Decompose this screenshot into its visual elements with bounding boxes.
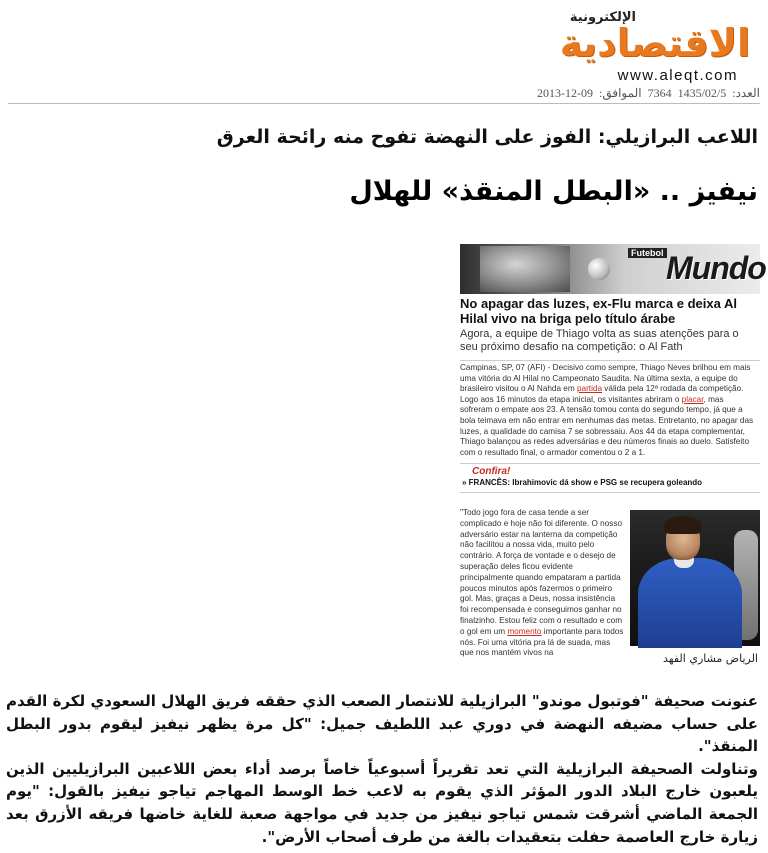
confira-box [460, 463, 760, 493]
masthead [0, 0, 768, 104]
photo-caption: الرياض مشاري الفهد [663, 652, 758, 665]
article-paragraph: وتناولت الصحيفة البرازيلية التي تعد تقريراً أسبوعياً خاصاً برصد أداء بعض اللاعبين البرازيليين الذين يلعبون خارج البلاد الدور المؤثر الذي يقوم به لاعب خط الوسط المهاجم تياجو نيفيز بالقول: "يوم الجمعة الماضي أشرقت شمس تياجو نيفيز من جديد في مواجهة صعبة للغاية خاضها فريقه الأزرق بعد زيارة خارج العاصمة حفلت بتعقيدات بالغة من طرف أصحاب الأرض". [6, 759, 758, 846]
article-paragraph: عنونت صحيفة "فوتبول موندو" البرازيلية للانتصار الصعب الذي حققه فريق الهلال السعودي لكرة القدم على حساب مضيفه النهضة في دوري عبد اللطيف جميل: "كل مرة يظهر نيفيز ليقوم بدور البطل المنقذ". [6, 692, 758, 756]
clipping-quote-part: "Todo jogo fora de casa tende a ser complicado e hoje não foi diferente. O nosso adversário estar na lanterna da competição não facilitou a nossa vida, muito pelo contrário. A força de vontade e o desejo de superação deles ficou evidente principalmente quando empataram a partida poucos minutos após fazermos o primeiro gol. Mas, graças a Deus, nossa insistência foi recompensada e conseguimos ganhar no finalzinho. Estou feliz com o resultado e com o gol em um [460, 508, 623, 636]
clipping-body-part: , mas sofreram o empate aos 23. A tensão tomou conta do segundo tempo, já que a bola teimava em não entrar em nenhumas das metas. Entretanto, no apagar das luzes, a qualidade do camisa 7 se sobressaiu. Aos 44 da etapa complementar, Thiago balançou as redes adversárias e deu números finais ao duelo. Satisfeito com o resultado final, o armador comentou o 2 a 1. [460, 394, 754, 457]
article-body [6, 690, 758, 848]
clipping-body-part: Campinas, SP, 07 (AFI) - Decisivo como sempre, Thiago Neves brilhou em mais uma vitória do Al Hilal no Campeonato Saudita. Na última sexta, a equipe do brasileiro visitou o Al Nahda em [460, 363, 751, 394]
player-hair [664, 516, 702, 534]
newspaper-clipping-image [460, 244, 766, 658]
logo-title: الاقتصادية [559, 21, 750, 65]
confira-link: » FRANCÊS: Ibrahimovic dá show e PSG se recupera goleando [462, 478, 703, 487]
hijri-date: 1435/02/5 [677, 86, 727, 100]
clipping-body [460, 363, 758, 458]
issue-number: 7364 [647, 86, 672, 100]
player-photo [630, 510, 760, 646]
banner-tag: Futebol [628, 248, 667, 258]
logo-subtitle: الإلكترونية [569, 10, 636, 25]
confira-label: Confira! [472, 466, 511, 477]
clipping-banner [460, 244, 766, 294]
header-divider [8, 103, 760, 104]
clipping-headline: No apagar das luzes, ex-Flu marca e deixa Al Hilal vivo na briga pelo título árabe [460, 296, 737, 326]
player-silhouette-icon [480, 246, 570, 292]
article-headline: نيفيز .. «البطل المنقذ» للهلال [349, 176, 758, 207]
gregorian-label: الموافق: [599, 86, 642, 100]
clipping-link-momento: momento [507, 626, 542, 636]
issue-meta [531, 86, 760, 101]
issue-label: العدد: [732, 86, 760, 100]
article-kicker: اللاعب البرازيلي: الفوز على النهضة تفوح منه رائحة العرق [216, 126, 758, 148]
banner-title: Mundo [666, 250, 766, 286]
clipping-quote [460, 508, 624, 659]
gregorian-date: 09-12-2013 [537, 86, 594, 100]
clipping-link-partida: partida [576, 384, 603, 394]
clipping-subhead: Agora, a equipe de Thiago volta as suas atenções para o seu próximo desafio na competição: o Al Fath [460, 328, 739, 353]
newspaper-logo[interactable] [534, 6, 754, 84]
clipping-body-part: válida pela 12ª rodada da competição. Logo aos 16 minutos da etapa inicial, os visitantes abriram o [460, 384, 744, 404]
clipping-link-placar: placar [681, 394, 704, 404]
logo-url[interactable]: www.aleqt.com [617, 67, 738, 84]
football-icon [588, 258, 610, 280]
clipping-quote-part: importante para todos nós. Foi uma vitória pra lá de suada, mas que nos mantém vivos na [460, 626, 624, 658]
player-jersey [638, 558, 742, 648]
clipping-divider [460, 360, 760, 361]
